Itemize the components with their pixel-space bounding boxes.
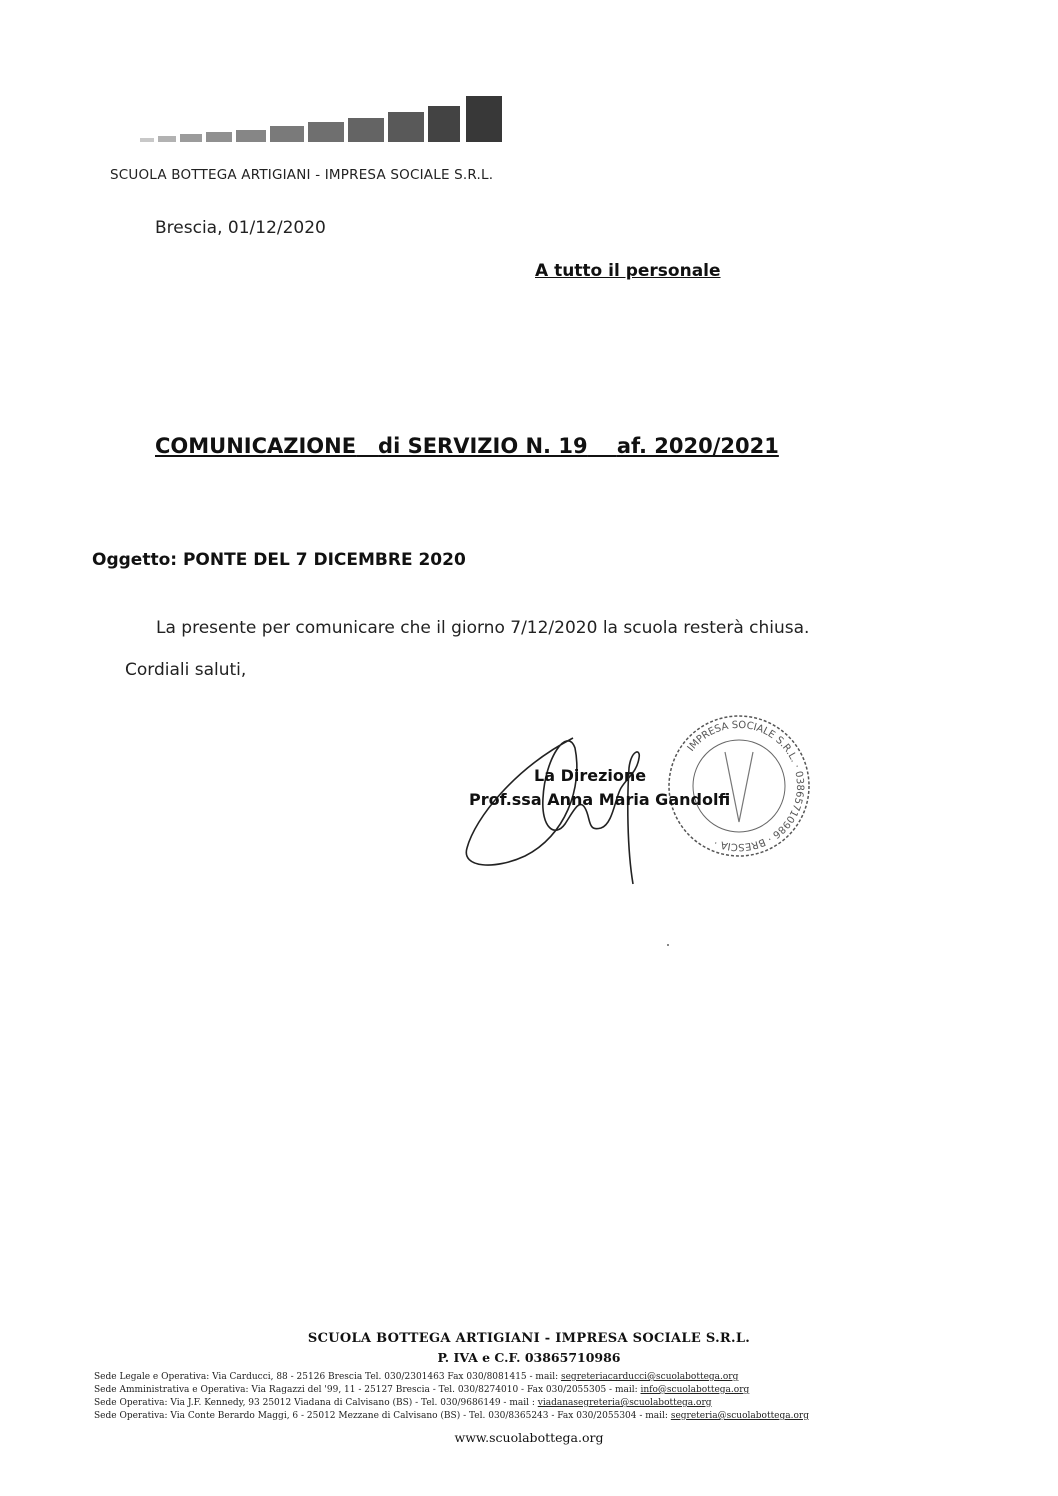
footer-address-line [94,1411,934,1421]
signature-name: Prof.ssa Anna Maria Gandolfi [469,790,731,809]
footer-vat: P. IVA e C.F. 03865710986 [437,1350,621,1365]
footer-address-line [94,1385,934,1395]
closing: Cordiali saluti, [125,660,247,680]
svg-text:IMPRESA SOCIALE S.R.L. · 03865: IMPRESA SOCIALE S.R.L. · 03865710986 · BRESCIA · [685,719,806,853]
signature-role: La Direzione [534,766,647,785]
body-text: La presente per comunicare che il giorno 7/12/2020 la scuola resterà chiusa. [156,618,810,638]
recipient: A tutto il personale [535,261,721,281]
footer-company-name: SCUOLA BOTTEGA ARTIGIANI - IMPRESA SOCIALE S.R.L. [307,1331,751,1346]
company-name: SCUOLA BOTTEGA ARTIGIANI - IMPRESA SOCIALE S.R.L. [110,167,494,183]
address-mail[interactable]: viadanasegreteria@scuolabottega.org [537,1398,712,1408]
place-date: Brescia, 01/12/2020 [155,218,326,238]
title-part-3: af. 2020/2021 [616,434,779,458]
address-text: Sede Operativa: Via J.F. Kennedy, 93 25012 Viadana di Calvisano (BS) - Tel. 030/9686149 - mail : [94,1398,538,1408]
address-text: Sede Amministrativa e Operativa: Via Ragazzi del '99, 11 - 25127 Brescia - Tel. 030/8274010 - Fax 030/2055305 - mail: [94,1385,641,1395]
footer-website[interactable]: www.scuolabottega.org [454,1430,604,1445]
title-part-1: COMUNICAZIONE [155,434,357,458]
title-part-2: di SERVIZIO N. 19 [378,434,588,458]
subject-line: Oggetto: PONTE DEL 7 DICEMBRE 2020 [92,550,466,570]
footer-address-line [94,1398,934,1408]
address-text: Sede Operativa: Via Conte Berardo Maggi, 6 - 25012 Mezzane di Calvisano (BS) - Tel. 030/8365243 - Fax 030/2055304 - mail: [94,1411,671,1421]
address-text: Sede Legale e Operativa: Via Carducci, 88 - 25126 Brescia Tel. 030/2301463 Fax 030/8081415 - mail: [94,1372,561,1382]
document-title [155,434,779,458]
bar-blocks-logo-icon [140,92,510,154]
scan-speck [667,944,669,946]
footer-address-line [94,1372,934,1382]
address-mail[interactable]: segreteriacarducci@scuolabottega.org [560,1372,739,1382]
address-mail[interactable]: info@scuolabottega.org [640,1385,750,1395]
address-mail[interactable]: segreteria@scuolabottega.org [670,1411,809,1421]
